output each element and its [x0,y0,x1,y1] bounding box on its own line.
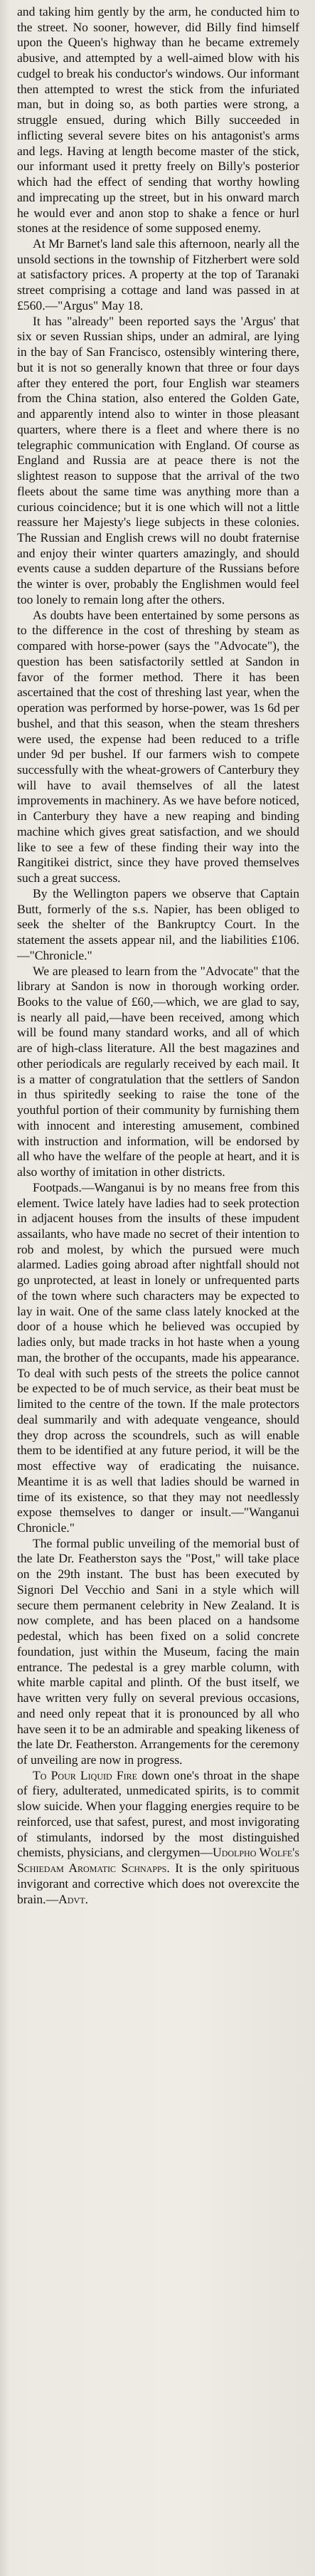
paragraph-footpads: Footpads.—Wanganui is by no means free from this element. Twice lately have ladies had to seek protection in adjacent houses from the insults of these impudent assailants, who have made no secret of their intention to rob and molest, by which the pursued were much alarmed. Ladies going abroad after nightfall should not go unprotected, at least in lonely or unfrequented parts of the town where such characters may be expected to lay in wait. One of the same class lately knocked at the door of a house which he believed was occupied by ladies only, but made tracks in hot haste when a young man, the brother of the occupants, made his appearance. To deal with such pests of the streets the police cannot be expected to be of much service, as their beat must be limited to the centre of the town. If the male protectors deal summarily and with adequate vengeance, should they drop across the scoundrels, such as will enable them to be identified at any future period, it will be the most effective way of eradicating the nuisance. Meantime it is as well that ladies should be warned in time of its existence, so that they may not needlessly expose themselves to danger or insult.—"Wanganui Chronicle." [17,1179,299,1535]
paragraph-featherston-bust: The formal public unveiling of the memorial bust of the late Dr. Featherston says the "Post," will take place on the 29th instant. The bust has been executed by Signori Del Vecchio and Sani in a style which will secure them permanent celebrity in New Zealand. It is now complete, and has been placed on a handsome pedestal, which has been fixed on a solid concrete foundation, just within the Museum, facing the main entrance. The pedestal is a grey marble column, with white marble capital and plinth. Of the bust itself, we have written very fully on several previous occasions, and need only repeat that it is pronounced by all who have seen it to be an admirable and speaking likeness of the late Dr. Featherston. Arrangements for the ceremony of unveiling are now in progress. [17,1535,299,1767]
news-column [17,4,299,1907]
advert-signoff: —Advt. [46,1891,88,1906]
advert-tail: . It is the only spirituous invigorant and corrective which does not overexcite the brain. [17,1861,299,1906]
advert-lead: To Pour Liquid Fire [33,1767,137,1782]
paragraph-land-sale: At Mr Barnet's land sale this afternoon, nearly all the unsold sections in the township of Fitzherbert were sold at satisfactory prices. A property at the top of Taranaki street comprising a cottage and land was passed in at £560.—"Argus" May 18. [17,236,299,312]
paragraph-schnapps-advert [17,1768,299,1908]
advert-body: down one's throat in the shape of fiery, adulterated, unmedicated spirits, is to commit slow suicide. When your flagging energies require to be reinforced, use that safest, purest, and most invigorating of stimulants, indorsed by the most distinguished chemists, physicians, and clergymen— [17,1767,299,1860]
paragraph-captain-butt: By the Wellington papers we observe that Captain Butt, formerly of the s.s. Napier, has been obliged to seek the shelter of the Bankruptcy Court. In the statement the assets appear nil, and the liabilities £106.—"Chronicle." [17,885,299,962]
paragraph-threshing-cost: As doubts have been entertained by some persons as to the difference in the cost of threshing by steam as compared with horse-power (says the "Advocate"), the question has been satisfactorily settled at Sandon in favor of the former method. There it has been ascertained that the cost of threshing last year, when the operation was performed by horse-power, was 1s 6d per bushel, and that this season, when the steam threshers were used, the expense had been reduced to a trifle under 9d per bushel. If our farmers wish to compete successfully with the wheat-growers of Canterbury they will have to avail themselves of all the latest improvements in machinery. As we have before noticed, in Canterbury they have a new reaping and binding machine which gives great satisfaction, and we should like to see a few of these finding their way into the Rangitikei district, since they have proved themselves such a great success. [17,607,299,885]
paragraph-sandon-library: We are pleased to learn from the "Advocate" that the library at Sandon is now in thorough working order. Books to the value of £60,—which, we are glad to say, is nearly all paid,—have been received, among which will be found many standard works, and all of which are of high-class literature. All the best magazines and other periodicals are regularly received by each mail. It is a matter of congratulation that the settlers of Sandon in thus spiritedly seeking to raise the tone of the youthful portion of their community by furnishing them with innocent and interesting amusement, combined with instruction and information, will be endorsed by all who have the welfare of the people at heart, and it is also worthy of imitation in other districts. [17,963,299,1179]
paragraph-russian-ships: It has "already" been reported says the 'Argus' that six or seven Russian ships, under an admiral, are lying in the bay of San Francisco, ostensibly wintering there, but it is not so generally known that three or four days after they entered the port, four English war steamers from the China station, also entered the Golden Gate, and apparently intend also to winter in those pleasant quarters, where there is a fleet and where there is no telegraphic communication with England. Of course as England and Russia are at peace there is not the slightest reason to suppose that the arrival of the two fleets about the same time was anything more than a curious coincidence; but it is one which will not a little reassure her Majesty's liege subjects in these colonies. The Russian and English crews will no doubt fraternise and enjoy their winter quarters amazingly, and should events cause a sudden departure of the Russians before the winter is over, probably the Englishmen would feel too lonely to remain long after the others. [17,313,299,606]
advert-brand: Udolpho Wolfe's Schiedam Aromatic Schnapps [17,1845,300,1876]
paragraph-billy-assault: and taking him gently by the arm, he conducted him to the street. No sooner, however, did Billy find himself upon the Queen's highway than he became extremely abusive, and attempted by a well-aimed blow with his cudgel to break his conductor's windows. Our informant then attempted to wrest the stick from the infuriated man, but in doing so, as both parties were strong, a struggle ensued, during which Billy succeeded in inflicting several severe bites on his antagonist's arms and legs. Having at length become master of the stick, our informant used it pretty freely on Billy's posterior which had the effect of sending that worthy howling and imprecating up the street, but in his onward march he would ever and anon stop to shake a fence or hurl stones at the residence of some supposed enemy. [17,4,299,236]
